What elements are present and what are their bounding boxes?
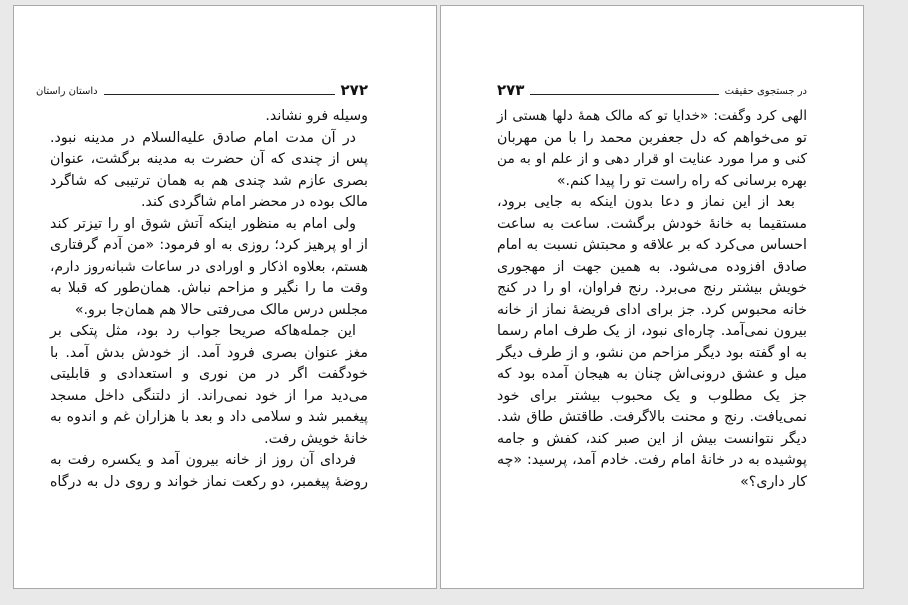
text-line: وقت ما را نگیر و مزاحم نباش. همان‌طور که قبلا به	[50, 280, 368, 296]
right-page	[440, 5, 864, 589]
text-line: دیگر نتوانست بیش از این صبر کند، کفش و جامه	[497, 430, 807, 447]
header-rule	[104, 94, 335, 95]
text-line: خانهٔ خویش رفت.	[264, 430, 368, 447]
text-line: کنی و مرا مورد عنایت او قرار دهی و از علم او به من	[497, 151, 807, 167]
text-line: بیرون نمی‌آمد. چاره‌ای نبود، از یک طرف امام رسما	[497, 323, 807, 339]
left-page-body	[50, 106, 368, 493]
text-line: بعد از این نماز و دعا بدون اینکه به جایی برود،	[497, 194, 795, 210]
text-line: الهی کرد وگفت: «خدایا تو که مالک همهٔ دلها هستی از	[497, 108, 807, 124]
text-line: پیغمبر شد و سلامی داد و بعد با هزاران غم و اندوه به	[50, 409, 368, 425]
right-page-body	[497, 106, 807, 493]
text-line: وسیله فرو نشاند.	[265, 108, 368, 124]
text-line: مجلس درس مالک می‌رفتی حالا هم همان‌جا برو.»	[74, 301, 368, 318]
header-rule	[530, 94, 718, 95]
text-line: بهره برسانی که راه راست تو را پیدا کنم.»	[556, 172, 807, 189]
text-line: پوشیده به در خانهٔ امام رفت. خادم آمد، پرسید: «چه	[497, 452, 807, 468]
text-line: در آن مدت امام صادق علیه‌السلام در مدینه نبود.	[50, 129, 356, 146]
text-line: روضهٔ پیغمبر، دو رکعت نماز خواند و روی دل به درگاه	[50, 473, 368, 490]
right-page-header	[497, 78, 807, 98]
text-line: بصری عازم شد چندی هم به همان ترتیبی که شاگرد	[50, 172, 368, 189]
left-page	[13, 5, 437, 589]
right-running-title: در جستجوی حقیقت	[724, 86, 807, 97]
right-page-number: ۲۷۳	[497, 81, 525, 99]
text-line: فردای آن روز از خانه بیرون آمد و یکسره رفت به	[50, 452, 356, 468]
text-line: به او گفته بود دیگر مزاحم من نشو، و از طرف دیگر	[497, 344, 807, 361]
text-line: هستم، بعلاوه اذکار و اورادی در ساعات شبانه‌روز دارم،	[50, 258, 368, 275]
text-line: از او پرهیز کرد؛ روزی به او فرمود: «من آدم گرفتاری	[50, 237, 368, 253]
text-line: خودگفت اگر در من نوری و استعدادی و قابلیتی	[50, 366, 368, 382]
text-line: جز یک مطلوب و یک محبوب بیشتر برای خود	[497, 387, 807, 404]
left-page-number: ۲۷۲	[340, 81, 368, 99]
text-line: میل و عشق درونی‌اش چنان به هیجان آمده بود که	[497, 366, 807, 382]
text-line: می‌دید مرا از خود نمی‌راند. از دلتنگی داخل مسجد	[50, 387, 368, 404]
text-line: صادق افزوده می‌شود. به همین جهت از مهجوری	[497, 258, 807, 275]
left-running-title: داستان راستان	[36, 86, 98, 97]
text-line: پس از چندی که آن حضرت به مدینه برگشت، عنوان	[50, 151, 368, 167]
text-line: خویش بیشتر رنج می‌برد. رنج فراوان، او را در کنج	[497, 280, 807, 296]
text-line: خانه محبوس کرد. جز برای ادای فریضهٔ نماز از خانه	[497, 301, 807, 318]
left-page-header	[36, 78, 368, 98]
text-line: مستقیما به خانهٔ خودش برگشت. ساعت به ساعت	[497, 215, 807, 232]
text-line: کار داری؟»	[740, 473, 807, 490]
text-line: ولی امام به منظور اینکه آتش شوق او را تیزتر کند	[50, 215, 356, 232]
text-line: احساس می‌کرد که بر علاقه و محبتش نسبت به امام	[497, 237, 807, 253]
text-line: مالک بوده در محضر امام شاگردی کند.	[141, 194, 368, 210]
text-line: مغز عنوان بصری فرود آمد. از خودش بدش آمد. با	[50, 344, 368, 361]
text-line: نمی‌یافت. رنج و محنت بالاگرفت. طاقتش طاق شد.	[497, 409, 807, 425]
text-line: تو می‌خواهم که دل جعفربن محمد را با من مهربان	[497, 129, 807, 146]
text-line: این جمله‌هاکه صریحا جواب رد بود، مثل پتکی بر	[50, 323, 356, 339]
